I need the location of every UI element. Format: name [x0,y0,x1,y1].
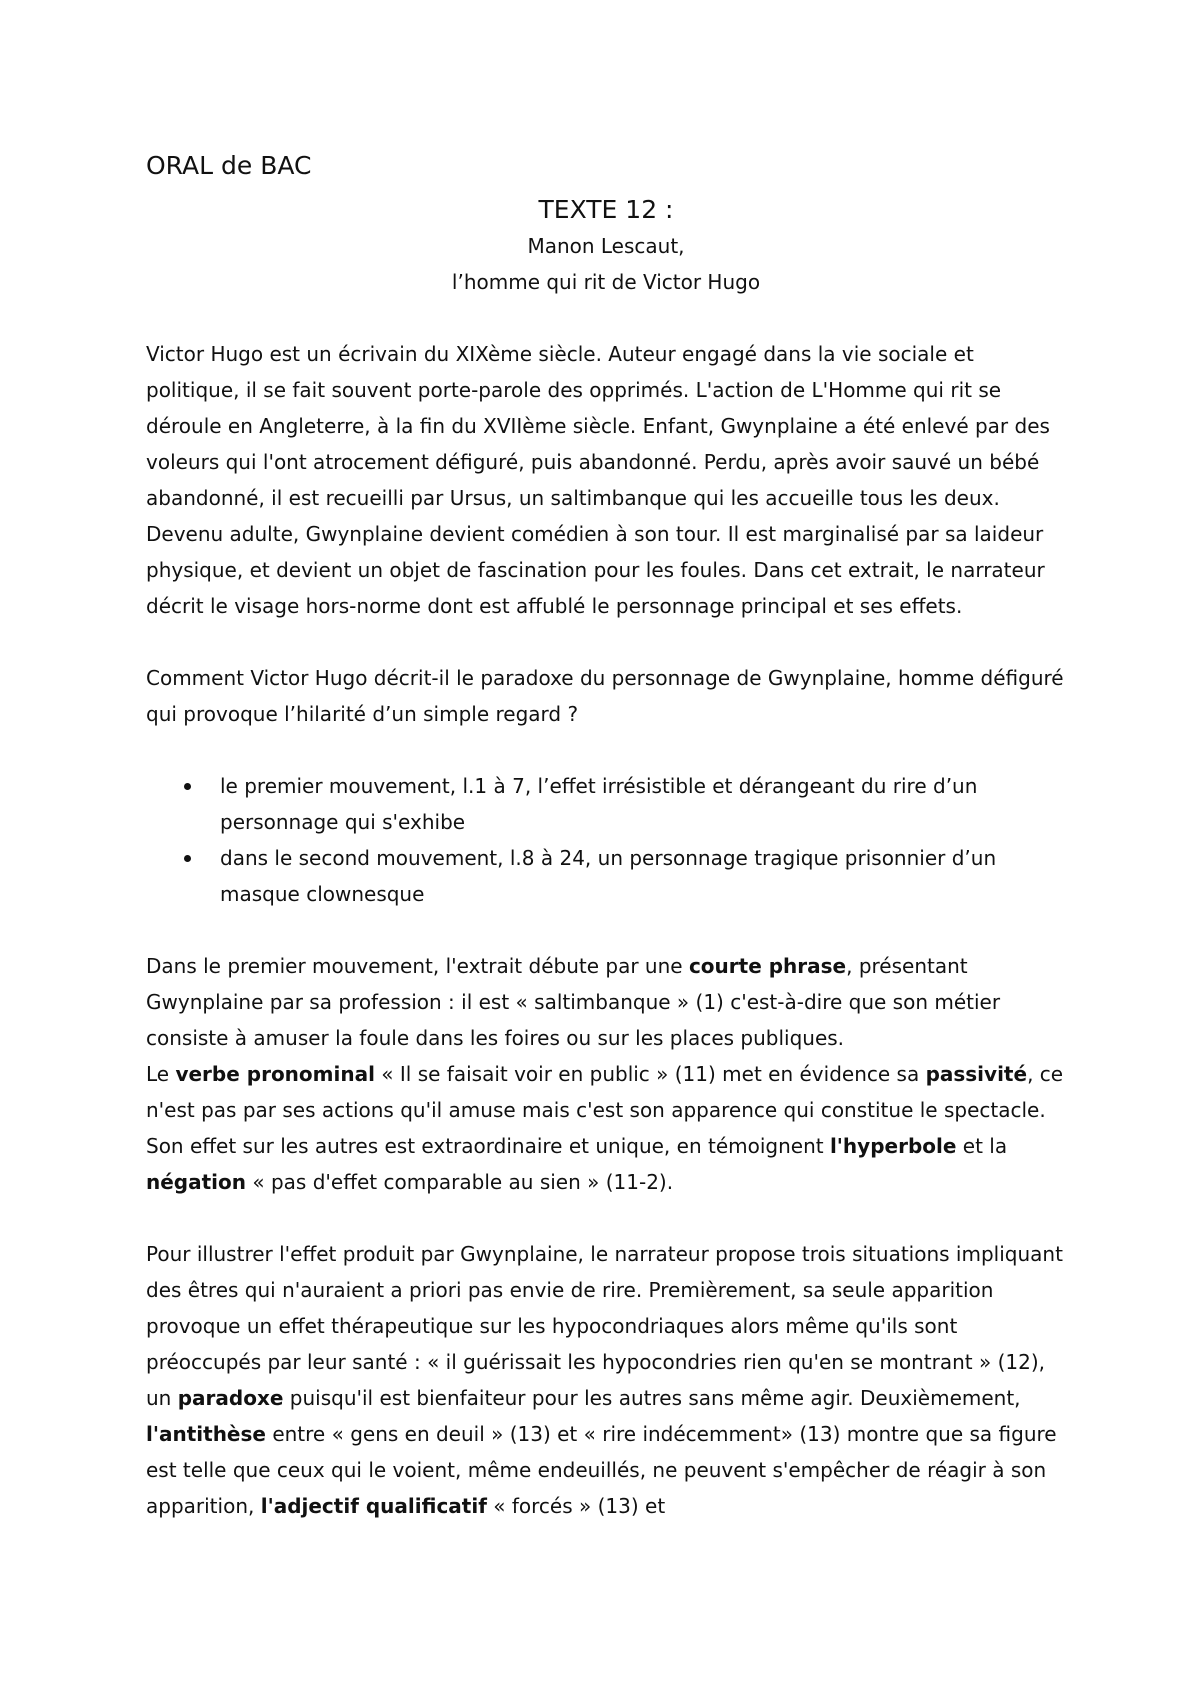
list-item [146,840,1066,912]
document-header: ORAL de BAC [146,151,312,180]
bullet-icon [184,783,191,790]
text-segment: , ce n'est pas par ses actions qu'il amuse mais c'est son apparence qui constitue le spectacle. Son effet sur les autres est extraordinaire et unique, en témoignent [146,1062,1064,1158]
list-item [146,768,1066,840]
plan-bullet-list [146,768,1066,912]
bullet-text: dans le second mouvement, l.8 à 24, un personnage tragique prisonnier d’un masque clownesque [220,846,997,906]
problematique-paragraph: Comment Victor Hugo décrit-il le paradoxe du personnage de Gwynplaine, homme défiguré qui provoque l’hilarité d’un simple regard ? [146,666,1064,726]
document-subtitle-work: Manon Lescaut, [527,234,685,258]
text-segment: « Il se faisait voir en public » (11) met en évidence sa [374,1062,926,1086]
bold-term: courte phrase [688,954,847,978]
text-segment: Pour illustrer l'effet produit par Gwynplaine, le narrateur propose trois situations impliquant des êtres qui n'auraient a priori pas envie de rire. Premièrement, sa seule apparition provoque un effet thérapeutique sur les hypocondriaques alors même qu'ils sont préoccupés par leur santé : « il guérissait les hypocondries rien qu'en se montrant » (12), un [146,1242,1063,1410]
bold-term: paradoxe [177,1386,284,1410]
analysis-paragraph-1 [146,948,1066,1056]
text-segment: Le [146,1062,176,1086]
text-segment: « pas d'effet comparable au sien » (11-2). [246,1170,674,1194]
text-segment: , présentant Gwynplaine par sa profession : il est « saltimbanque » (1) c'est-à-dire que son métier consiste à amuser la foule dans les foires ou sur les places publiques. [146,954,1001,1050]
bold-term: l'hyperbole [829,1134,957,1158]
text-segment: « forcés » (13) et [486,1494,666,1518]
document-subtitle-author: l’homme qui rit de Victor Hugo [451,270,761,294]
bold-term: passivité [925,1062,1028,1086]
bullet-icon [184,855,191,862]
text-segment: et la [956,1134,1008,1158]
analysis-paragraph-2 [146,1056,1066,1200]
text-segment: entre « gens en deuil » (13) et « rire indécemment» (13) montre que sa figure est telle que ceux qui le voient, même endeuillés, ne peuvent s'empêcher de réagir à son apparition, [146,1422,1057,1518]
bold-term: l'antithèse [146,1422,266,1446]
analysis-paragraph-3 [146,1236,1066,1524]
introduction-paragraph: Victor Hugo est un écrivain du XIXème siècle. Auteur engagé dans la vie sociale et politique, il se fait souvent porte-parole des opprimés. L'action de L'Homme qui rit se déroule en Angleterre, à la fin du XVIIème siècle. Enfant, Gwynplaine a été enlevé par des voleurs qui l'ont atrocement défiguré, puis abandonné. Perdu, après avoir sauvé un bébé abandonné, il est recueilli par Ursus, un saltimbanque qui les accueille tous les deux. Devenu adulte, Gwynplaine devient comédien à son tour. Il est marginalisé par sa laideur physique, et devient un objet de fascination pour les foules. Dans cet extrait, le narrateur décrit le visage hors-norme dont est affublé le personnage principal et ses effets. [146,342,1050,618]
bold-term: l'adjectif qualificatif [260,1494,487,1518]
bold-term: verbe pronominal [175,1062,375,1086]
text-segment: Dans le premier mouvement, l'extrait débute par une [146,954,689,978]
text-segment: puisqu'il est bienfaiteur pour les autres sans même agir. Deuxièmement, [283,1386,1021,1410]
bullet-text: le premier mouvement, l.1 à 7, l’effet irrésistible et dérangeant du rire d’un personnage qui s'exhibe [220,774,978,834]
document-title: TEXTE 12 : [538,195,674,224]
document-page [146,148,1066,1524]
bold-term: négation [146,1170,247,1194]
